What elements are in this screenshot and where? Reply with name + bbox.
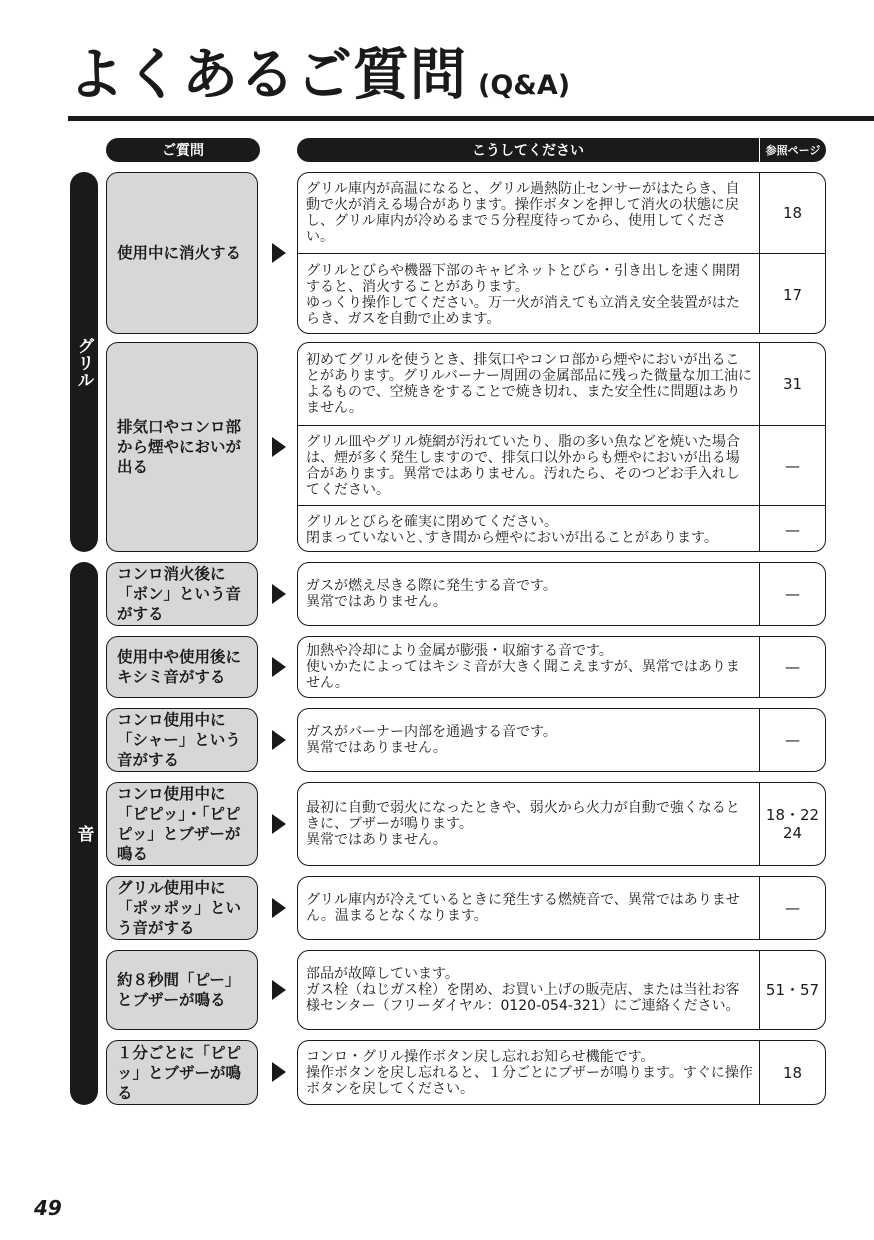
reference-page: —: [785, 731, 800, 749]
answer-box: [297, 172, 826, 334]
category-sound-label: 音: [73, 825, 94, 842]
answer-text: グリルとびらや機器下部のキャビネットとびら・引き出しを速く開閉すると、消火することがあります。 ゆっくり操作してください。万一火が消えても立消え安全装置がはたらき、ガスを自動で止めます。: [298, 254, 760, 334]
reference-page: 17: [782, 286, 803, 304]
question-box: [106, 636, 258, 698]
answer-text: ガスがバーナー内部を通過する音です。 異常ではありません。: [298, 709, 760, 771]
arrow-icon: [272, 898, 286, 918]
question-text: コンロ使用中に「シャー」という音がする: [117, 711, 241, 769]
question-box: [106, 876, 258, 940]
reference-page: 18: [782, 1063, 803, 1082]
reference-page: 51・57: [765, 981, 820, 999]
question-text: 使用中に消火する: [117, 244, 242, 262]
answer-text: コンロ・グリル操作ボタン戻し忘れお知らせ機能です。 操作ボタンを戻し忘れると、１分ごとにブザーが鳴ります。すぐに操作ボタンを戻してください。: [298, 1041, 760, 1104]
answer-box: [297, 342, 826, 552]
answer-row: [298, 783, 825, 865]
category-sound: [70, 562, 98, 1105]
answer-box: [297, 562, 826, 626]
page-title-suffix: (Q&A): [478, 70, 571, 101]
answer-text: グリル庫内が冷えているときに発生する燃焼音で、異常ではありません。温まるとなくなります。: [298, 877, 760, 939]
question-text: コンロ消火後に「ボン」という音がする: [117, 565, 242, 623]
arrow-icon: [272, 437, 286, 457]
answer-row: [298, 1041, 825, 1104]
answer-text: ガスが燃え尽きる際に発生する音です。 異常ではありません。: [298, 563, 760, 625]
answer-box: [297, 1040, 826, 1105]
answer-row: [298, 505, 825, 552]
arrow-icon: [272, 730, 286, 750]
reference-page: —: [785, 585, 800, 603]
answer-row: [298, 425, 825, 506]
answer-text: 部品が故障しています。 ガス栓（ねじガス栓）を閉め、お買い上げの販売店、または当社お客様センター（フリーダイヤル：0120-054-321）にご連絡ください。: [298, 951, 760, 1029]
answer-box: [297, 876, 826, 940]
answer-text: グリル庫内が高温になると、グリル過熱防止センサーがはたらき、自動で火が消える場合があります。操作ボタンを押して消火の状態に戻し、グリル庫内が冷めるまで５分程度待ってから、使用してください。: [298, 173, 760, 253]
reference-page: —: [785, 899, 800, 917]
answer-row: [298, 877, 825, 939]
question-text: 約８秒間「ピー」とブザーが鳴る: [117, 971, 241, 1009]
answer-row: [298, 343, 825, 425]
answer-text: グリル皿やグリル焼網が汚れていたり、脂の多い魚などを焼いた場合は、煙が多く発生しますので、排気口以外からも煙やにおいが出る場合があります。異常ではありません。汚れたら、そのつどお手入れしてください。: [298, 426, 760, 506]
question-box: [106, 342, 258, 552]
reference-page: —: [785, 521, 800, 539]
reference-page: —: [785, 658, 800, 676]
arrow-icon: [272, 814, 286, 834]
answer-row: [298, 637, 825, 697]
arrow-icon: [272, 1062, 286, 1082]
reference-page: 31: [782, 375, 803, 393]
question-box: [106, 1040, 258, 1105]
category-grill-label: グリル: [73, 336, 94, 388]
answer-row: [298, 253, 825, 334]
answer-row: [298, 173, 825, 253]
title-divider: [68, 116, 874, 121]
answer-box: [297, 950, 826, 1030]
answer-text: 初めてグリルを使うとき、排気口やコンロ部から煙やにおいが出ることがあります。グリルバーナー周囲の金属部品に残った微量な加工油によるもので、空焼きをすることで焼き切れ、また安全性に問題はありません。: [298, 343, 760, 425]
question-box: [106, 782, 258, 866]
answer-box: [297, 708, 826, 772]
header-answer: こうしてください: [297, 138, 759, 162]
question-box: [106, 950, 258, 1030]
question-box: [106, 172, 258, 334]
header-question: ご質問: [106, 138, 260, 162]
question-text: コンロ使用中に「ピピッ」・「ピピピッ」とブザーが鳴る: [117, 785, 241, 863]
arrow-icon: [272, 657, 286, 677]
arrow-icon: [272, 584, 286, 604]
answer-row: [298, 709, 825, 771]
answer-box: [297, 636, 826, 698]
question-box: [106, 562, 258, 626]
category-grill: [70, 172, 98, 552]
page-number: 49: [34, 1196, 62, 1220]
answer-row: [298, 563, 825, 625]
page-title: よくあるご質問: [68, 43, 467, 108]
question-text: グリル使用中に「ポッポッ」という音がする: [117, 879, 242, 937]
question-box: [106, 708, 258, 772]
header-reference-page: 参照ページ: [760, 138, 826, 162]
reference-page: 18・22 24: [765, 806, 820, 842]
question-text: 使用中や使用後にキシミ音がする: [117, 648, 242, 686]
answer-row: [298, 951, 825, 1029]
arrow-icon: [272, 980, 286, 1000]
question-text: １分ごとに「ピピッ」とブザーが鳴る: [117, 1043, 242, 1102]
answer-box: [297, 782, 826, 866]
answer-text: 加熱や冷却により金属が膨張・収縮する音です。 使いかたによってはキシミ音が大きく聞こえますが、異常ではありません。: [298, 637, 760, 697]
answer-text: グリルとびらを確実に閉めてください。 閉まっていないと､すき間から煙やにおいが出ることがあります。: [298, 506, 760, 552]
reference-page: 18: [782, 204, 803, 222]
reference-page: —: [785, 457, 800, 475]
question-text: 排気口やコンロ部から煙やにおいが出る: [117, 418, 242, 476]
answer-text: 最初に自動で弱火になったときや、弱火から火力が自動で強くなるときに、ブザーが鳴ります。 異常ではありません。: [298, 783, 760, 865]
arrow-icon: [272, 243, 286, 263]
